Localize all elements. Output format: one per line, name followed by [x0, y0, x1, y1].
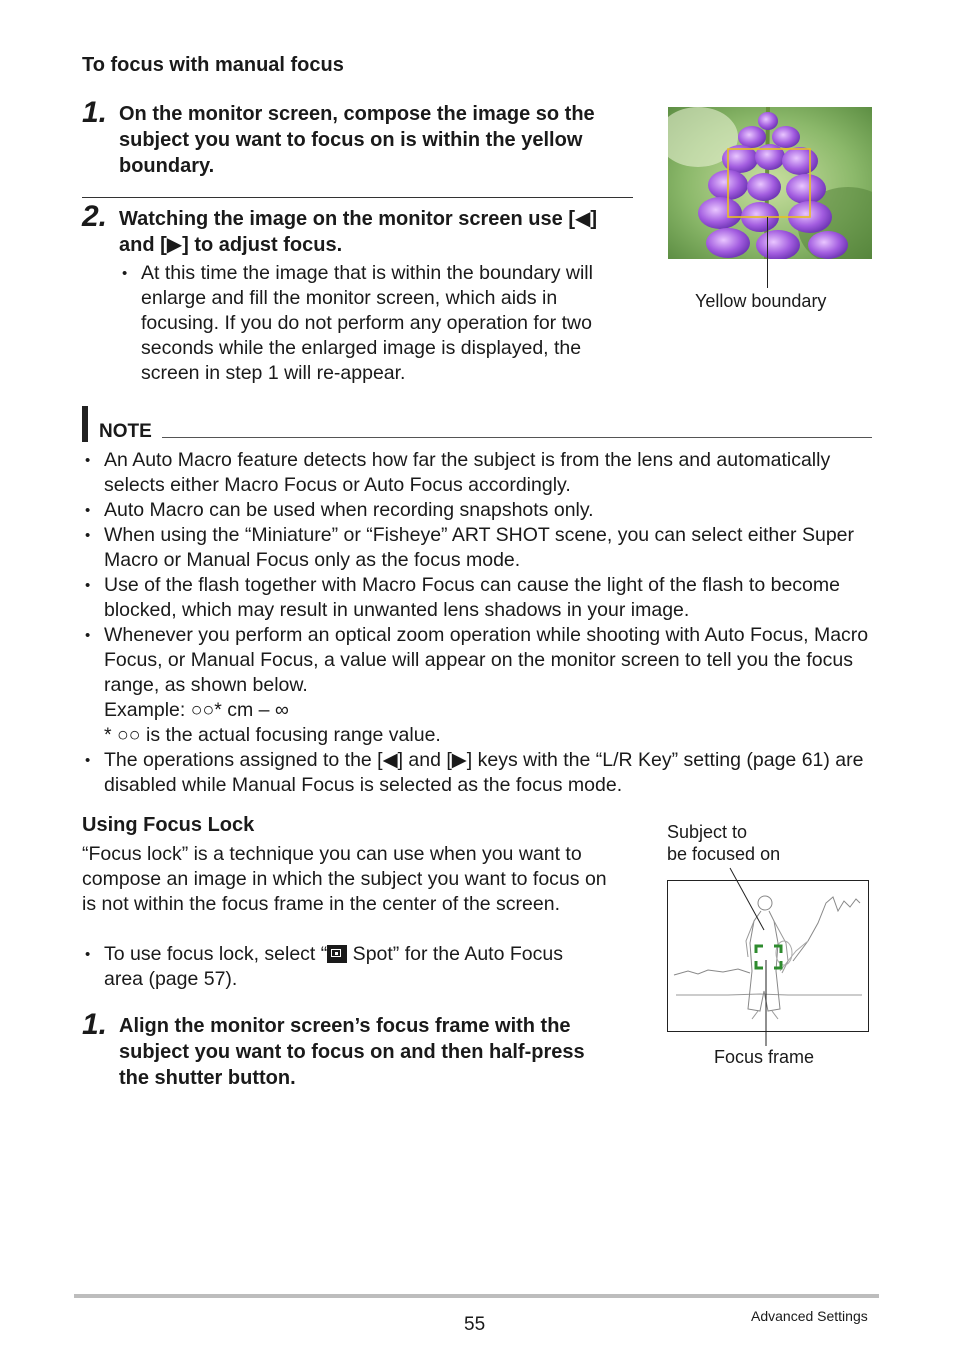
- step-number: 2.: [82, 200, 108, 233]
- bullet-text: To use focus lock, select “: [104, 943, 328, 965]
- step-text: Watching the image on the monitor screen use [◀] and [▶] to adjust focus.: [119, 208, 598, 256]
- bullet-text: Spot” for the Auto Focus area (page 57).: [104, 943, 563, 990]
- note-bar-icon: [82, 406, 88, 442]
- focus-lock-intro: “Focus lock” is a technique you can use when you want to compose an image in which the subject you want to focus on is not within the focus frame in the center of the screen.: [82, 843, 607, 915]
- list-item: • Auto Macro can be used when recording snapshots only.: [82, 498, 872, 523]
- callout-lines: [720, 860, 800, 1050]
- focus-range-footnote: * ○○ is the actual focusing range value.: [104, 724, 441, 746]
- subject-label-line: Subject to: [667, 822, 748, 842]
- subject-label: [667, 821, 780, 865]
- page-number: 55: [464, 1314, 486, 1335]
- footer-section-name: Advanced Settings: [751, 1308, 868, 1324]
- callout-line: [767, 217, 768, 288]
- subject-label-line: be focused on: [667, 844, 781, 864]
- step-divider: [82, 197, 633, 198]
- list-item: [82, 942, 582, 992]
- step-bullet-list: [119, 261, 619, 386]
- note-rule: [162, 437, 872, 438]
- focus-frame-label: Focus frame: [714, 1047, 815, 1067]
- note-list: [82, 748, 872, 798]
- focus-range-example: Example: ○○* cm – ∞: [104, 699, 289, 721]
- focus-lock-title: Using Focus Lock: [82, 814, 255, 836]
- step-text: Align the monitor screen’s focus frame with the subject you want to focus on and then half-press the shutter button.: [119, 1015, 585, 1089]
- step-number: 1.: [82, 96, 108, 129]
- list-item: • When using the “Miniature” or “Fisheye” ART SHOT scene, you can select either Super Macro or Manual Focus only as the focus mode.: [82, 523, 872, 573]
- list-item: • At this time the image that is within the boundary will enlarge and fill the monitor screen, which aids in focusing. If you do not perform any operation for two seconds while the enlarged image is displayed, the screen in step 1 will re-appear.: [119, 261, 619, 386]
- note-body: [82, 448, 872, 798]
- list-item: • Whenever you perform an optical zoom operation while shooting with Auto Focus, Macro Focus, or Manual Focus, a value will appear on the monitor screen to tell you the focus range, as shown below.: [82, 623, 872, 698]
- section-title: To focus with manual focus: [82, 54, 344, 76]
- footer-rule: [74, 1294, 879, 1298]
- spot-af-icon: [327, 945, 347, 963]
- yellow-boundary-caption: Yellow boundary: [695, 291, 827, 311]
- focus-lock-bullets: [82, 942, 582, 992]
- step-text: On the monitor screen, compose the image so the subject you want to focus on is within the yellow boundary.: [119, 103, 595, 177]
- flower-image: [668, 107, 872, 259]
- note-title: NOTE: [99, 421, 152, 442]
- list-item: • The operations assigned to the [◀] and [▶] keys with the “L/R Key” setting (page 61) are disabled while Manual Focus is selected as the focus mode.: [82, 748, 872, 798]
- flower-photo: [668, 107, 872, 259]
- step-number: 1.: [82, 1008, 108, 1041]
- list-item: • An Auto Macro feature detects how far the subject is from the lens and automatically selects either Macro Focus or Auto Focus accordingly.: [82, 448, 872, 498]
- note-list: [82, 448, 872, 698]
- list-item: • Use of the flash together with Macro Focus can cause the light of the flash to become blocked, which may result in unwanted lens shadows in your image.: [82, 573, 872, 623]
